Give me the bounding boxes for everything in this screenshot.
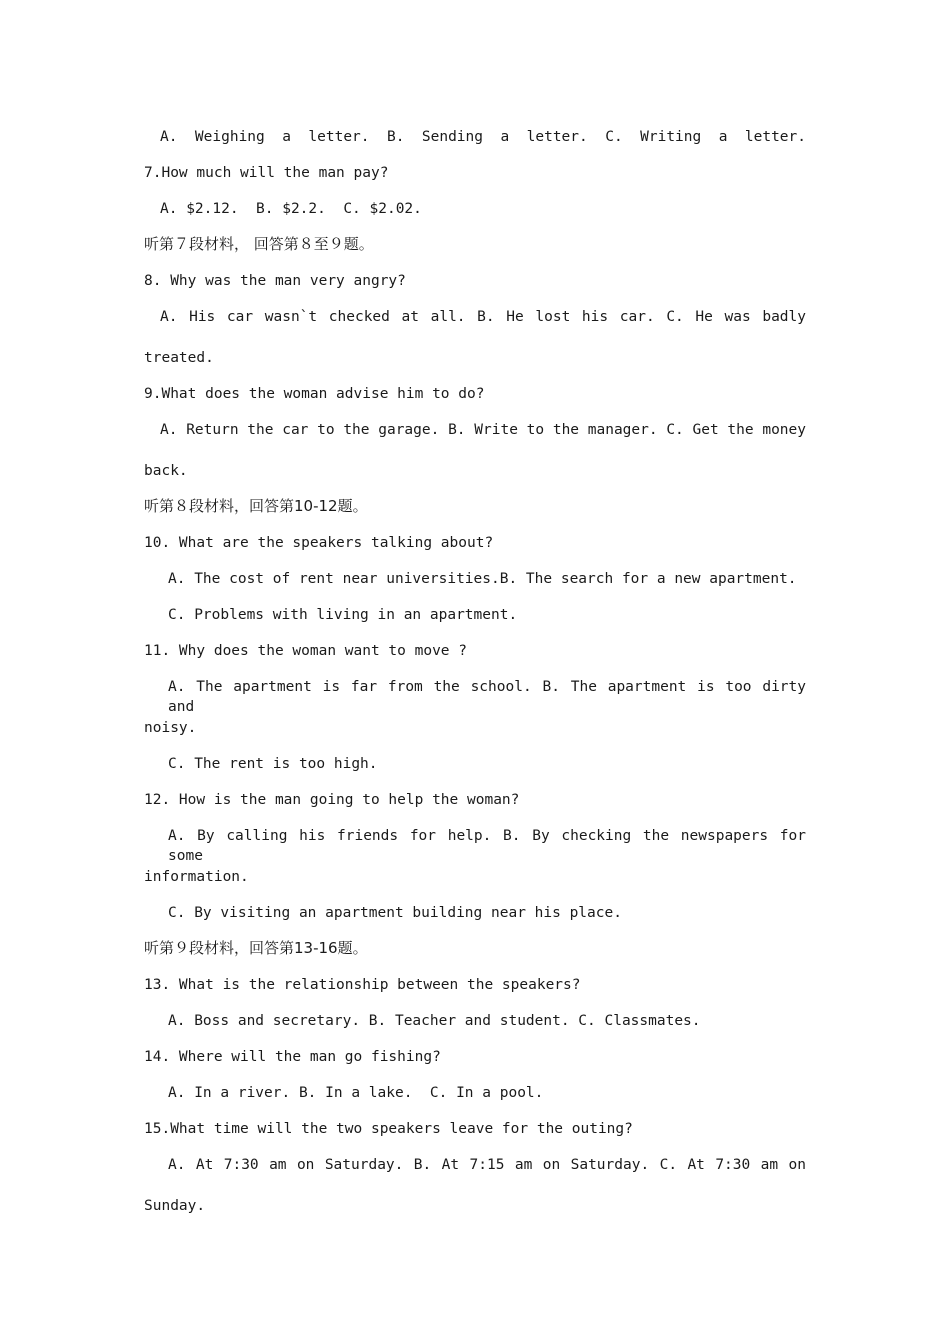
q12-option-c: C. By visiting an apartment building near his place. xyxy=(168,905,622,921)
q14-options: A. In a river. B. In a lake. C. In a pool. xyxy=(168,1085,544,1101)
question-7: 7.How much will the man pay? xyxy=(144,165,389,181)
question-9: 9.What does the woman advise him to do? xyxy=(144,386,485,402)
q11-options: A. The apartment is far from the school. B. The apartment is too dirty and xyxy=(168,679,806,715)
section-9-heading: 听第９段材料，回答第13-16题。 xyxy=(144,939,368,957)
question-14: 14. Where will the man go fishing? xyxy=(144,1049,441,1065)
question-11: 11. Why does the woman want to move ? xyxy=(144,643,468,659)
q8-options: A. His car wasn`t checked at all. B. He lost his car. C. He was badly xyxy=(160,309,806,325)
q15-options-cont: Sunday. xyxy=(144,1198,206,1214)
q6-options: A. Weighing a letter. B. Sending a letter. C. Writing a letter. xyxy=(160,129,806,145)
question-12: 12. How is the man going to help the woman? xyxy=(144,792,520,808)
q10-option-c: C. Problems with living in an apartment. xyxy=(168,607,518,623)
q10-options-ab: A. The cost of rent near universities.B. The search for a new apartment. xyxy=(168,571,797,587)
q12-options-cont: information. xyxy=(144,869,249,885)
question-13: 13. What is the relationship between the speakers? xyxy=(144,977,581,993)
q9-options-cont: back. xyxy=(144,463,188,479)
question-15: 15.What time will the two speakers leave for the outing? xyxy=(144,1121,633,1137)
q12-options: A. By calling his friends for help. B. By checking the newspapers for some xyxy=(168,828,806,864)
q11-option-c: C. The rent is too high. xyxy=(168,756,378,772)
q7-options: A. $2.12. B. $2.2. C. $2.02. xyxy=(160,201,422,217)
q15-options: A. At 7:30 am on Saturday. B. At 7:15 am on Saturday. C. At 7:30 am on xyxy=(168,1157,806,1173)
q8-options-cont: treated. xyxy=(144,350,214,366)
q9-options: A. Return the car to the garage. B. Write to the manager. C. Get the money xyxy=(160,422,807,438)
q13-options: A. Boss and secretary. B. Teacher and student. C. Classmates. xyxy=(168,1013,701,1029)
question-10: 10. What are the speakers talking about? xyxy=(144,535,494,551)
section-7-heading: 听第７段材料， 回答第８至９题。 xyxy=(144,235,374,253)
question-8: 8. Why was the man very angry? xyxy=(144,273,406,289)
q11-options-cont: noisy. xyxy=(144,720,197,736)
section-8-heading: 听第８段材料，回答第10-12题。 xyxy=(144,497,368,515)
